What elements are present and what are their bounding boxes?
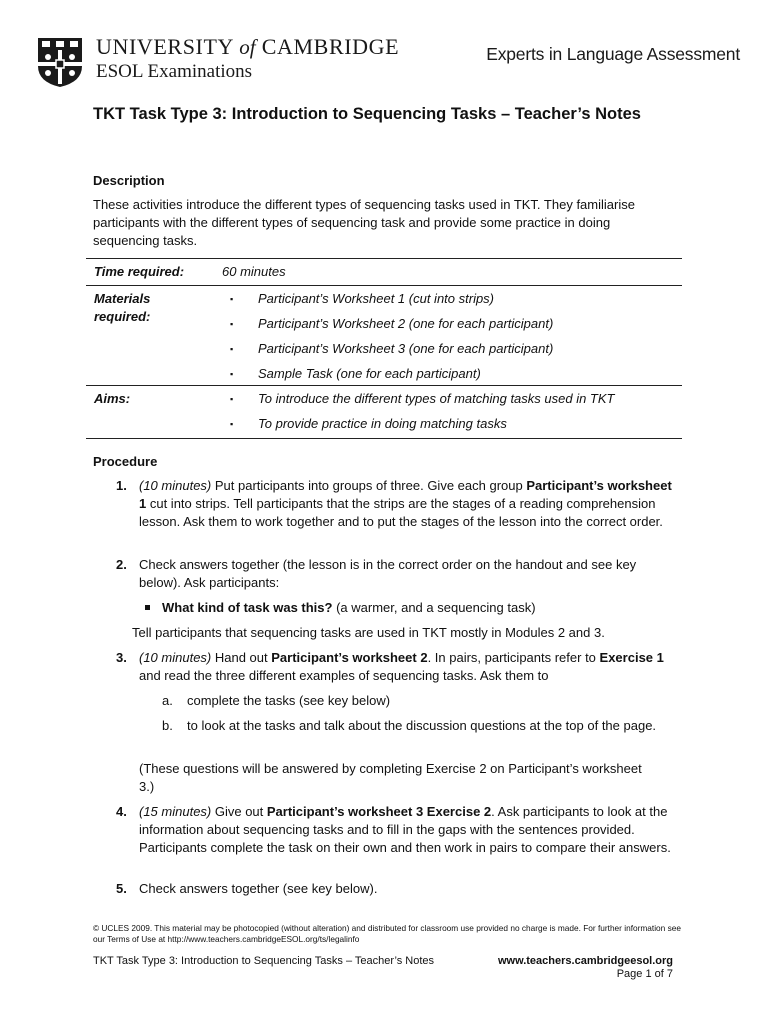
list-item: ▪ To introduce the different types of matching tasks used in TKT [230,391,615,406]
list-item: ▪ Participant’s Worksheet 2 (one for each participant) [230,316,554,331]
copyright-note: © UCLES 2009. This material may be photocopied (without alteration) and distributed for classroom use provided no charge is made. For further information see our Terms of Use at http://www.teachers.cambridgeESOL.org/ts/legalinfo [93,923,681,944]
time-label: Time required: [94,264,185,279]
step-2-followup: Tell participants that sequencing tasks are used in TKT mostly in Modules 2 and 3. [132,625,605,640]
materials-row [86,286,682,386]
university-name: UNIVERSITY of CAMBRIDGE [96,34,400,59]
description-text: These activities introduce the different types of sequencing tasks used in TKT. They familiarise participants with the different types of sequencing task and provide some practice in doing sequencing tasks. [93,197,635,248]
step-3-sub-a: a. complete the tasks (see key below) [162,693,391,708]
info-table [86,258,682,439]
tagline: Experts in Language Assessment [486,44,740,64]
list-item: ▪ Sample Task (one for each participant) [230,366,481,381]
step-3-note: (These questions will be answered by completing Exercise 2 on Participant’s worksheet 3.) [139,761,642,794]
materials-label: Materials required: [94,291,151,324]
aims-row [86,386,682,438]
procedure-step-1: 1. (10 minutes) Put participants into groups of three. Give each group Participant’s worksheet 1 cut into strips. Tell participants that the strips are the stages of a reading comprehension lesson. Ask them to work together and to put the stages of the lesson into the correct order. [116,478,672,529]
time-row [86,259,682,286]
footer-doc-name: TKT Task Type 3: Introduction to Sequencing Tasks – Teacher’s Notes [93,955,434,967]
procedure-step-2: 2. Check answers together (the lesson is in the correct order on the handout and see key below). Ask participants: [116,557,637,590]
list-item: ▪ To provide practice in doing matching tasks [230,416,507,431]
question-bullet: What kind of task was this? (a warmer, and a sequencing task) [145,599,536,617]
page-title: TKT Task Type 3: Introduction to Sequencing Tasks – Teacher’s Notes [93,105,641,123]
procedure-heading: Procedure [93,454,158,469]
footer-url-link[interactable]: www.teachers.cambridgeesol.org [497,955,673,967]
materials-list [222,290,682,385]
procedure-step-4: 4. (15 minutes) Give out Participant’s worksheet 3 Exercise 2. Ask participants to look at the information about sequencing tasks and to fill in the gaps with the sentences provided. Participants complete the task on their own and then work in pairs to compare their answers. [116,804,671,855]
esol-subtitle: ESOL Examinations [96,61,253,82]
list-item: ▪ Participant’s Worksheet 3 (one for each participant) [230,341,554,356]
time-value: 60 minutes [222,264,286,279]
list-item: ▪ Participant’s Worksheet 1 (cut into strips) [230,291,495,306]
aims-list [222,390,682,438]
aims-label: Aims: [94,391,131,406]
step-3-sub-b: b. to look at the tasks and talk about the discussion questions at the top of the page. [162,718,657,733]
cambridge-crest-icon [36,36,84,88]
description-heading: Description [93,173,165,188]
procedure-step-3: 3. (10 minutes) Hand out Participant’s worksheet 2. In pairs, participants refer to Exercise 1 and read the three different examples of sequencing tasks. Ask them to [116,650,664,683]
procedure-step-5: 5. Check answers together (see key below). [116,881,378,896]
square-bullet-icon [145,605,150,610]
page-number: Page 1 of 7 [616,968,673,980]
